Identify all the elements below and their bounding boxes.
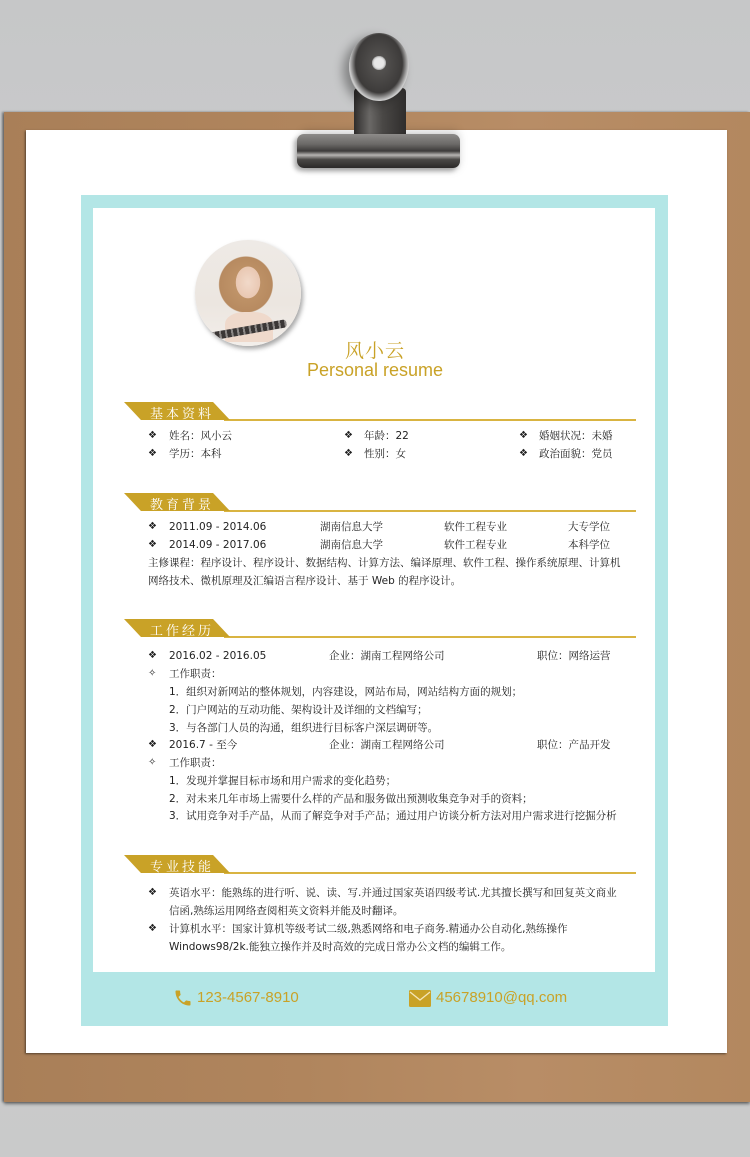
phone-number[interactable]: 123-4567-8910: [197, 989, 299, 1006]
avatar: [195, 240, 301, 346]
skill-computer-cont: Windows98/2k.能独立操作并及时高效的完成日常办公文档的编辑工作。: [169, 941, 512, 953]
edu-school: 湖南信息大学: [320, 539, 383, 551]
section-title: 专业技能: [150, 860, 215, 875]
bullet-icon: ❖: [148, 521, 157, 532]
job-duty: 2．对未来几年市场上需要什么样的产品和服务做出预测收集竞争对手的资料；: [169, 793, 533, 805]
info-marital: 婚姻状况：未婚: [539, 430, 613, 442]
bullet-icon: ❖: [148, 650, 157, 661]
bullet-icon: ❖: [148, 539, 157, 550]
phone-icon: [173, 988, 193, 1008]
job-duties-label: 工作职责：: [169, 668, 222, 680]
edu-degree: 本科学位: [568, 539, 610, 551]
info-age: 年龄：22: [364, 430, 409, 442]
bullet-icon: ❖: [148, 923, 157, 934]
job-duties-label: 工作职责：: [169, 757, 222, 769]
section-divider: [224, 636, 636, 638]
bullet-icon: ❖: [148, 887, 157, 898]
job-duty: 3．试用竞争对手产品，从而了解竞争对手产品；通过用户访谈分析方法对用户需求进行挖掘分析: [169, 810, 617, 822]
job-company: 企业：湖南工程网络公司: [329, 739, 445, 751]
envelope-icon: [409, 990, 431, 1007]
sub-bullet-icon: ✧: [148, 757, 157, 768]
job-period: 2016.02 - 2016.05: [169, 650, 267, 662]
job-position: 职位：网络运营: [537, 650, 611, 662]
section-title: 工作经历: [150, 624, 215, 639]
bullet-icon: ❖: [148, 430, 157, 441]
skill-computer: 计算机水平：国家计算机等级考试二级,熟悉网络和电子商务.精通办公自动化,熟练操作: [169, 923, 568, 935]
sub-bullet-icon: ✧: [148, 668, 157, 679]
edu-major: 软件工程专业: [444, 521, 507, 533]
bullet-icon: ❖: [148, 739, 157, 750]
edu-major: 软件工程专业: [444, 539, 507, 551]
bullet-icon: ❖: [344, 430, 353, 441]
bullet-icon: ❖: [519, 430, 528, 441]
edu-courses: 主修课程：程序设计、程序设计、数据结构、计算方法、编译原理、软件工程、操作系统原理、计算机网络技术、微机原理及汇编语言程序设计、基于 Web 的程序设计。: [148, 557, 621, 587]
section-header-education: [124, 493, 636, 512]
job-duty: 1．组织对新网站的整体规划，内容建设，网站布局，网站结构方面的规划；: [169, 686, 523, 698]
edu-period: 2011.09 - 2014.06: [169, 521, 267, 533]
edu-school: 湖南信息大学: [320, 521, 383, 533]
info-name: 姓名：风小云: [169, 430, 232, 442]
edu-period: 2014.09 - 2017.06: [169, 539, 267, 551]
bullet-icon: ❖: [148, 448, 157, 459]
job-duty: 1．发现并掌握目标市场和用户需求的变化趋势；: [169, 775, 397, 787]
job-position: 职位：产品开发: [537, 739, 611, 751]
bullet-icon: ❖: [519, 448, 528, 459]
skill-english: 英语水平：能熟练的进行听、说、读、写.并通过国家英语四级考试.尤其擅长撰写和回复英文商业: [169, 887, 617, 899]
section-header-basic: [124, 402, 636, 421]
skill-english-cont: 信函,熟练运用网络查阅相英文资料并能及时翻译。: [169, 905, 404, 917]
bullet-icon: ❖: [344, 448, 353, 459]
email-address[interactable]: 45678910@qq.com: [436, 989, 568, 1006]
info-gender: 性别：女: [364, 448, 406, 460]
info-political: 政治面貌：党员: [539, 448, 613, 460]
section-divider: [224, 419, 636, 421]
section-header-work: [124, 619, 636, 638]
section-header-skills: [124, 855, 636, 874]
job-company: 企业：湖南工程网络公司: [329, 650, 445, 662]
job-duty: 2．门户网站的互动功能、架构设计及详细的文档编写；: [169, 704, 428, 716]
section-title: 教育背景: [150, 498, 215, 513]
job-duty: 3．与各部门人员的沟通，组织进行目标客户深层调研等。: [169, 722, 439, 734]
section-title: 基本资料: [150, 407, 215, 422]
section-divider: [224, 510, 636, 512]
edu-degree: 大专学位: [568, 521, 610, 533]
job-period: 2016.7 - 至今: [169, 739, 238, 751]
info-education: 学历：本科: [169, 448, 222, 460]
candidate-name: 风小云: [344, 340, 405, 362]
resume-subtitle: Personal resume: [306, 360, 444, 380]
section-divider: [224, 872, 636, 874]
